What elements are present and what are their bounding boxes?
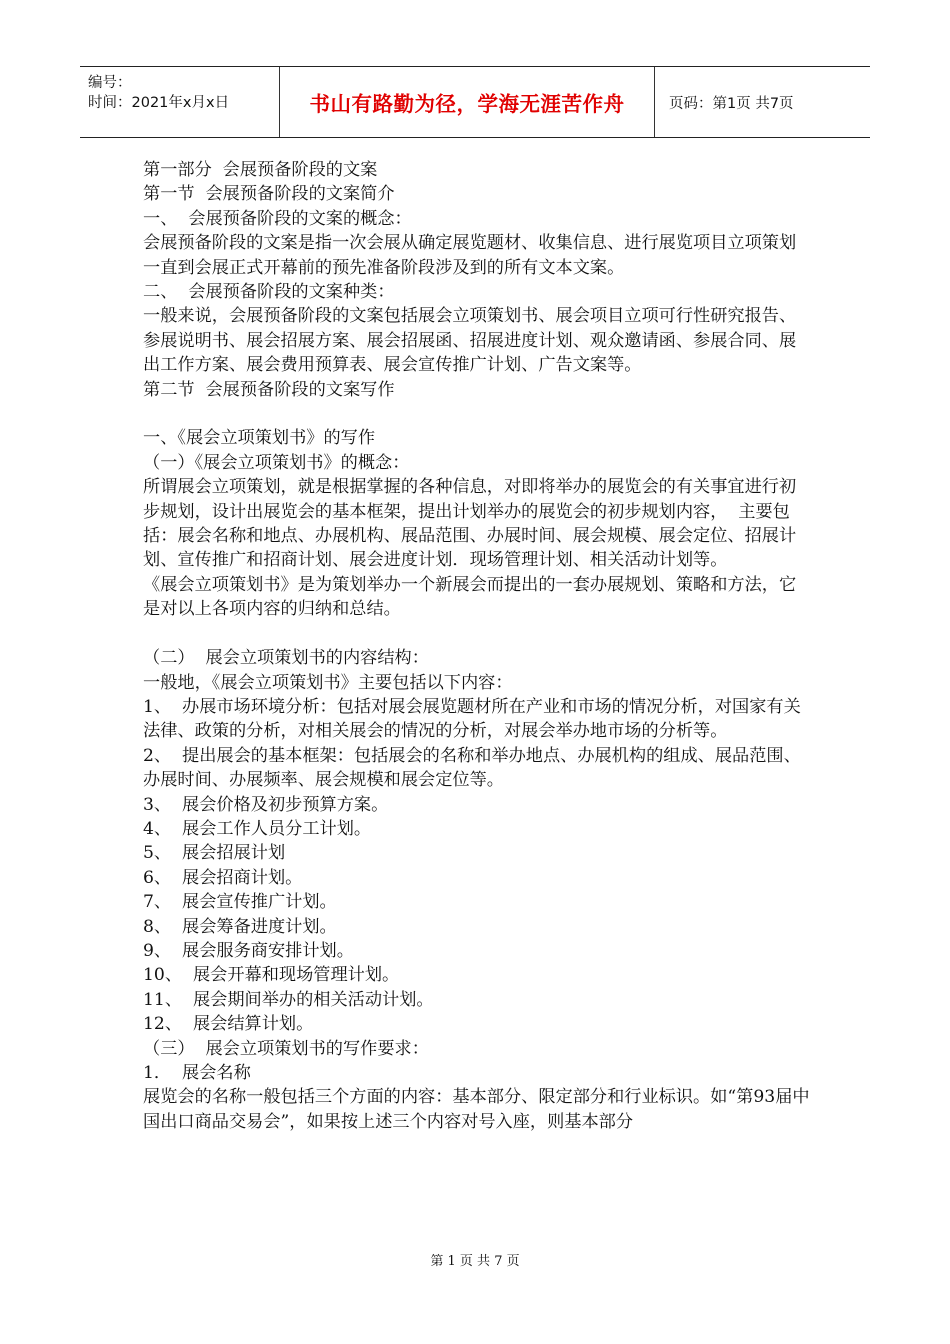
header-left-cell [80,67,280,137]
motto-text: 书山有路勤为径，学海无涯苦作舟 [309,92,625,116]
header-middle-cell [280,67,655,137]
header-table [80,66,870,138]
paragraph: 5、 展会招展计划 [143,843,286,864]
paragraph: 12、 展会结算计划。 [143,1014,314,1035]
paragraph: 第一部分 会展预备阶段的文案 [143,160,378,180]
page-code-label: 页码：第1页 共7页 [669,95,794,112]
paragraph: 会展预备阶段的文案是指一次会展从确定展览题材、收集信息、进行展览项目立项策划一直到会展正式开幕前的预先准备阶段涉及到的所有文本文案。 [143,233,797,278]
header-right-cell [655,67,870,137]
paragraph: 第一节 会展预备阶段的文案简介 [143,184,395,205]
document-body [143,158,811,1134]
serial-label: 编号： [88,75,132,91]
paragraph [143,622,811,646]
paragraph: 1、 办展市场环境分析：包括对展会展览题材所在产业和市场的情况分析，对国家有关法律、政策的分析，对相关展会的情况的分析，对展会举办地市场的分析等。 [143,696,801,742]
paragraph: 11、 展会期间举办的相关活动计划。 [143,989,434,1010]
paragraph: （一）《展会立项策划书》的概念： [143,452,410,473]
paragraph: 《展会立项策划书》是为策划举办一个新展会而提出的一套办展规划、策略和方法，它是对以上各项内容的归纳和总结。 [143,574,797,620]
paragraph: 一般来说，会展预备阶段的文案包括展会立项策划书、展会项目立项可行性研究报告、参展说明书、展会招展方案、展会招展函、招展进度计划、观众邀请函、参展合同、展出工作方案、展会费用预算表、展会宣传推广计划、广告文案等。 [143,306,797,376]
paragraph: 3、 展会价格及初步预算方案。 [143,794,389,815]
paragraph: 展览会的名称一般包括三个方面的内容：基本部分、限定部分和行业标识。如“第93届中国出口商品交易会”，如果按上述三个内容对号入座，则基本部分 [143,1087,810,1132]
paragraph: 所谓展会立项策划，就是根据掌握的各种信息，对即将举办的展览会的有关事宜进行初步规划，设计出展览会的基本框架，提出计划举办的展览会的初步规划内容， 主要包括：展会名称和地点、办展机构、展品范围、办展时间、展会规模、展会定位、招展计划、宣传推广和招商计划、展会进度计划．现场管理计划、相关活动计划等。 [143,477,797,571]
paragraph: 一、 会展预备阶段的文案的概念： [143,208,412,229]
paragraph: 一般地，《展会立项策划书》主要包括以下内容： [143,672,513,693]
paragraph: 6、 展会招商计划。 [143,867,303,888]
paragraph: 4、 展会工作人员分工计划。 [143,818,372,839]
paragraph: 一、《展会立项策划书》的写作 [143,428,376,449]
paragraph: 9、 展会服务商安排计划。 [143,940,354,961]
paragraph: 10、 展会开幕和现场管理计划。 [143,965,400,986]
date-label: 时间：2021年x月x日 [88,95,230,111]
paragraph: （三） 展会立项策划书的写作要求： [143,1038,429,1059]
paragraph: （二） 展会立项策划书的内容结构： [143,648,429,669]
paragraph: 2、 提出展会的基本框架：包括展会的名称和举办地点、办展机构的组成、展品范围、办展时间、办展频率、展会规模和展会定位等。 [143,745,801,791]
paragraph: 7、 展会宣传推广计划。 [143,892,337,913]
paragraph: 二、 会展预备阶段的文案种类： [143,282,395,303]
page-footer: 第 1 页 共 7 页 [430,1254,520,1269]
paragraph: 8、 展会筹备进度计划。 [143,916,337,937]
paragraph: 第二节 会展预备阶段的文案写作 [143,379,395,400]
paragraph [143,402,811,426]
paragraph: 1． 展会名称 [143,1063,251,1083]
